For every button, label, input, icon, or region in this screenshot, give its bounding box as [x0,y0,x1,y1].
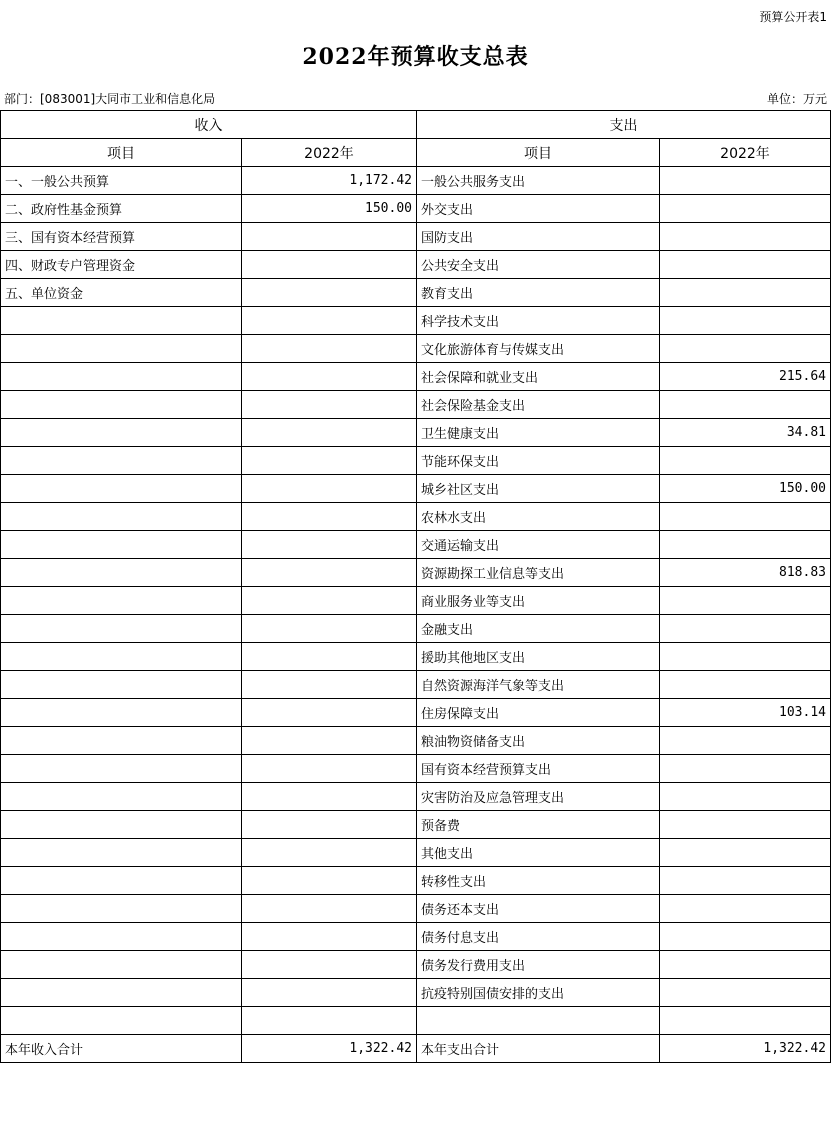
income-header: 收入 [1,111,417,139]
income-value-cell [242,895,417,923]
expense-value-cell [660,447,831,475]
document-label: 预算公开表1 [759,10,827,24]
expense-item-cell: 国防支出 [417,223,660,251]
income-value-cell [242,279,417,307]
expense-value-cell [660,783,831,811]
expense-value-cell [660,503,831,531]
expense-item-cell: 商业服务业等支出 [417,587,660,615]
income-value-cell [242,587,417,615]
income-item-cell [1,335,242,363]
expense-value-cell: 103.14 [660,699,831,727]
expense-item-cell: 科学技术支出 [417,307,660,335]
income-item-cell [1,531,242,559]
expense-value-cell: 34.81 [660,419,831,447]
expense-item-cell: 其他支出 [417,839,660,867]
expense-value-cell [660,727,831,755]
expense-value-cell [660,531,831,559]
income-value-cell [242,727,417,755]
expense-value-cell [660,951,831,979]
table-row [1,279,831,307]
income-value-cell [242,979,417,1007]
income-total-value: 1,322.42 [242,1035,417,1063]
income-item-cell [1,475,242,503]
income-value-cell [242,419,417,447]
expense-value-cell [660,167,831,195]
expense-value-cell [660,643,831,671]
expense-value-cell [660,895,831,923]
table-row [1,755,831,783]
table-row [1,699,831,727]
income-item-cell [1,503,242,531]
income-item-cell: 三、国有资本经营预算 [1,223,242,251]
income-item-cell [1,923,242,951]
table-row [1,615,831,643]
expense-value-cell [660,923,831,951]
income-item-cell [1,727,242,755]
income-item-cell [1,643,242,671]
expense-value-cell [660,279,831,307]
table-row [1,839,831,867]
income-item-cell [1,979,242,1007]
expense-value-cell [660,195,831,223]
income-value-cell [242,391,417,419]
income-value-cell [242,615,417,643]
income-item-cell: 五、单位资金 [1,279,242,307]
expense-item-cell: 社会保障和就业支出 [417,363,660,391]
table-row [1,867,831,895]
table-row [1,951,831,979]
unit-label: 单位：万元 [766,92,827,106]
expense-item-cell: 自然资源海洋气象等支出 [417,671,660,699]
expense-value-cell [660,979,831,1007]
table-row [1,923,831,951]
table-row [1,783,831,811]
expense-value-cell [660,811,831,839]
table-row [1,503,831,531]
table-row [1,559,831,587]
income-value-cell [242,923,417,951]
expense-value-cell [660,1007,831,1035]
income-value-cell [242,251,417,279]
table-row [1,643,831,671]
income-value-cell [242,503,417,531]
income-value-cell [242,447,417,475]
expense-item-cell: 国有资本经营预算支出 [417,755,660,783]
income-item-cell: 二、政府性基金预算 [1,195,242,223]
table-row [1,307,831,335]
income-item-cell [1,615,242,643]
income-value-cell [242,643,417,671]
income-value-cell [242,671,417,699]
expense-item-cell: 债务付息支出 [417,923,660,951]
expense-item-cell: 灾害防治及应急管理支出 [417,783,660,811]
income-item-cell [1,419,242,447]
table-row [1,167,831,195]
income-value-cell [242,1007,417,1035]
income-item-cell [1,363,242,391]
expense-value-cell: 150.00 [660,475,831,503]
expense-item-header: 项目 [417,139,660,167]
income-value-cell: 1,172.42 [242,167,417,195]
expense-item-cell: 城乡社区支出 [417,475,660,503]
table-row [1,223,831,251]
expense-item-cell: 卫生健康支出 [417,419,660,447]
income-value-cell [242,783,417,811]
expense-item-cell: 转移性支出 [417,867,660,895]
expense-item-cell: 一般公共服务支出 [417,167,660,195]
table-row [1,1007,831,1035]
income-item-cell: 一、一般公共预算 [1,167,242,195]
income-item-cell [1,867,242,895]
income-value-cell [242,531,417,559]
income-value-cell [242,307,417,335]
expense-value-cell [660,307,831,335]
income-value-cell [242,755,417,783]
income-item-cell [1,559,242,587]
table-header-row [1,139,831,167]
expense-value-cell [660,671,831,699]
income-item-cell [1,783,242,811]
income-item-cell [1,699,242,727]
income-value-cell [242,335,417,363]
table-row [1,811,831,839]
expense-item-cell: 教育支出 [417,279,660,307]
table-row [1,671,831,699]
department-label: 部门：[083001]大同市工业和信息化局 [4,92,216,106]
income-item-cell [1,447,242,475]
income-item-cell: 四、财政专户管理资金 [1,251,242,279]
expense-header: 支出 [417,111,831,139]
income-item-cell [1,755,242,783]
expense-value-cell [660,223,831,251]
income-item-cell [1,587,242,615]
income-item-cell [1,391,242,419]
table-row [1,391,831,419]
expense-value-cell: 818.83 [660,559,831,587]
income-value-cell [242,223,417,251]
income-value-cell [242,811,417,839]
expense-total-label: 本年支出合计 [417,1035,660,1063]
table-row [1,335,831,363]
table-row [1,251,831,279]
expense-item-cell: 公共安全支出 [417,251,660,279]
income-value-cell [242,475,417,503]
income-item-header: 项目 [1,139,242,167]
table-row [1,419,831,447]
expense-item-cell: 债务还本支出 [417,895,660,923]
income-value-cell [242,559,417,587]
income-value-cell [242,699,417,727]
expense-item-cell: 农林水支出 [417,503,660,531]
expense-item-cell: 金融支出 [417,615,660,643]
expense-value-cell [660,615,831,643]
expense-total-value: 1,322.42 [660,1035,831,1063]
table-row [1,447,831,475]
total-row [1,1035,831,1063]
expense-item-cell [417,1007,660,1035]
expense-item-cell: 节能环保支出 [417,447,660,475]
income-total-label: 本年收入合计 [1,1035,242,1063]
budget-table [0,110,831,1063]
income-item-cell [1,839,242,867]
table-body [1,167,831,1035]
expense-value-cell [660,251,831,279]
expense-item-cell: 援助其他地区支出 [417,643,660,671]
table-row [1,587,831,615]
expense-item-cell: 粮油物资储备支出 [417,727,660,755]
table-row [1,363,831,391]
expense-value-cell: 215.64 [660,363,831,391]
expense-item-cell: 文化旅游体育与传媒支出 [417,335,660,363]
expense-year-header: 2022年 [660,139,831,167]
income-year-header: 2022年 [242,139,417,167]
income-value-cell [242,867,417,895]
expense-value-cell [660,867,831,895]
table-row [1,475,831,503]
expense-item-cell: 外交支出 [417,195,660,223]
income-item-cell [1,671,242,699]
expense-item-cell: 预备费 [417,811,660,839]
income-item-cell [1,307,242,335]
income-item-cell [1,951,242,979]
expense-value-cell [660,755,831,783]
table-row [1,979,831,1007]
page-title: 2022年预算收支总表 [302,44,529,70]
expense-value-cell [660,335,831,363]
income-item-cell [1,811,242,839]
expense-item-cell: 住房保障支出 [417,699,660,727]
expense-value-cell [660,587,831,615]
table-row [1,727,831,755]
expense-item-cell: 债务发行费用支出 [417,951,660,979]
income-item-cell [1,1007,242,1035]
table-row [1,531,831,559]
expense-item-cell: 资源勘探工业信息等支出 [417,559,660,587]
expense-item-cell: 社会保险基金支出 [417,391,660,419]
income-item-cell [1,895,242,923]
expense-value-cell [660,391,831,419]
table-row [1,195,831,223]
expense-item-cell: 交通运输支出 [417,531,660,559]
table-row [1,895,831,923]
income-value-cell [242,363,417,391]
expense-value-cell [660,839,831,867]
expense-item-cell: 抗疫特别国债安排的支出 [417,979,660,1007]
income-value-cell [242,951,417,979]
income-value-cell [242,839,417,867]
table-header-group-row [1,111,831,139]
income-value-cell: 150.00 [242,195,417,223]
